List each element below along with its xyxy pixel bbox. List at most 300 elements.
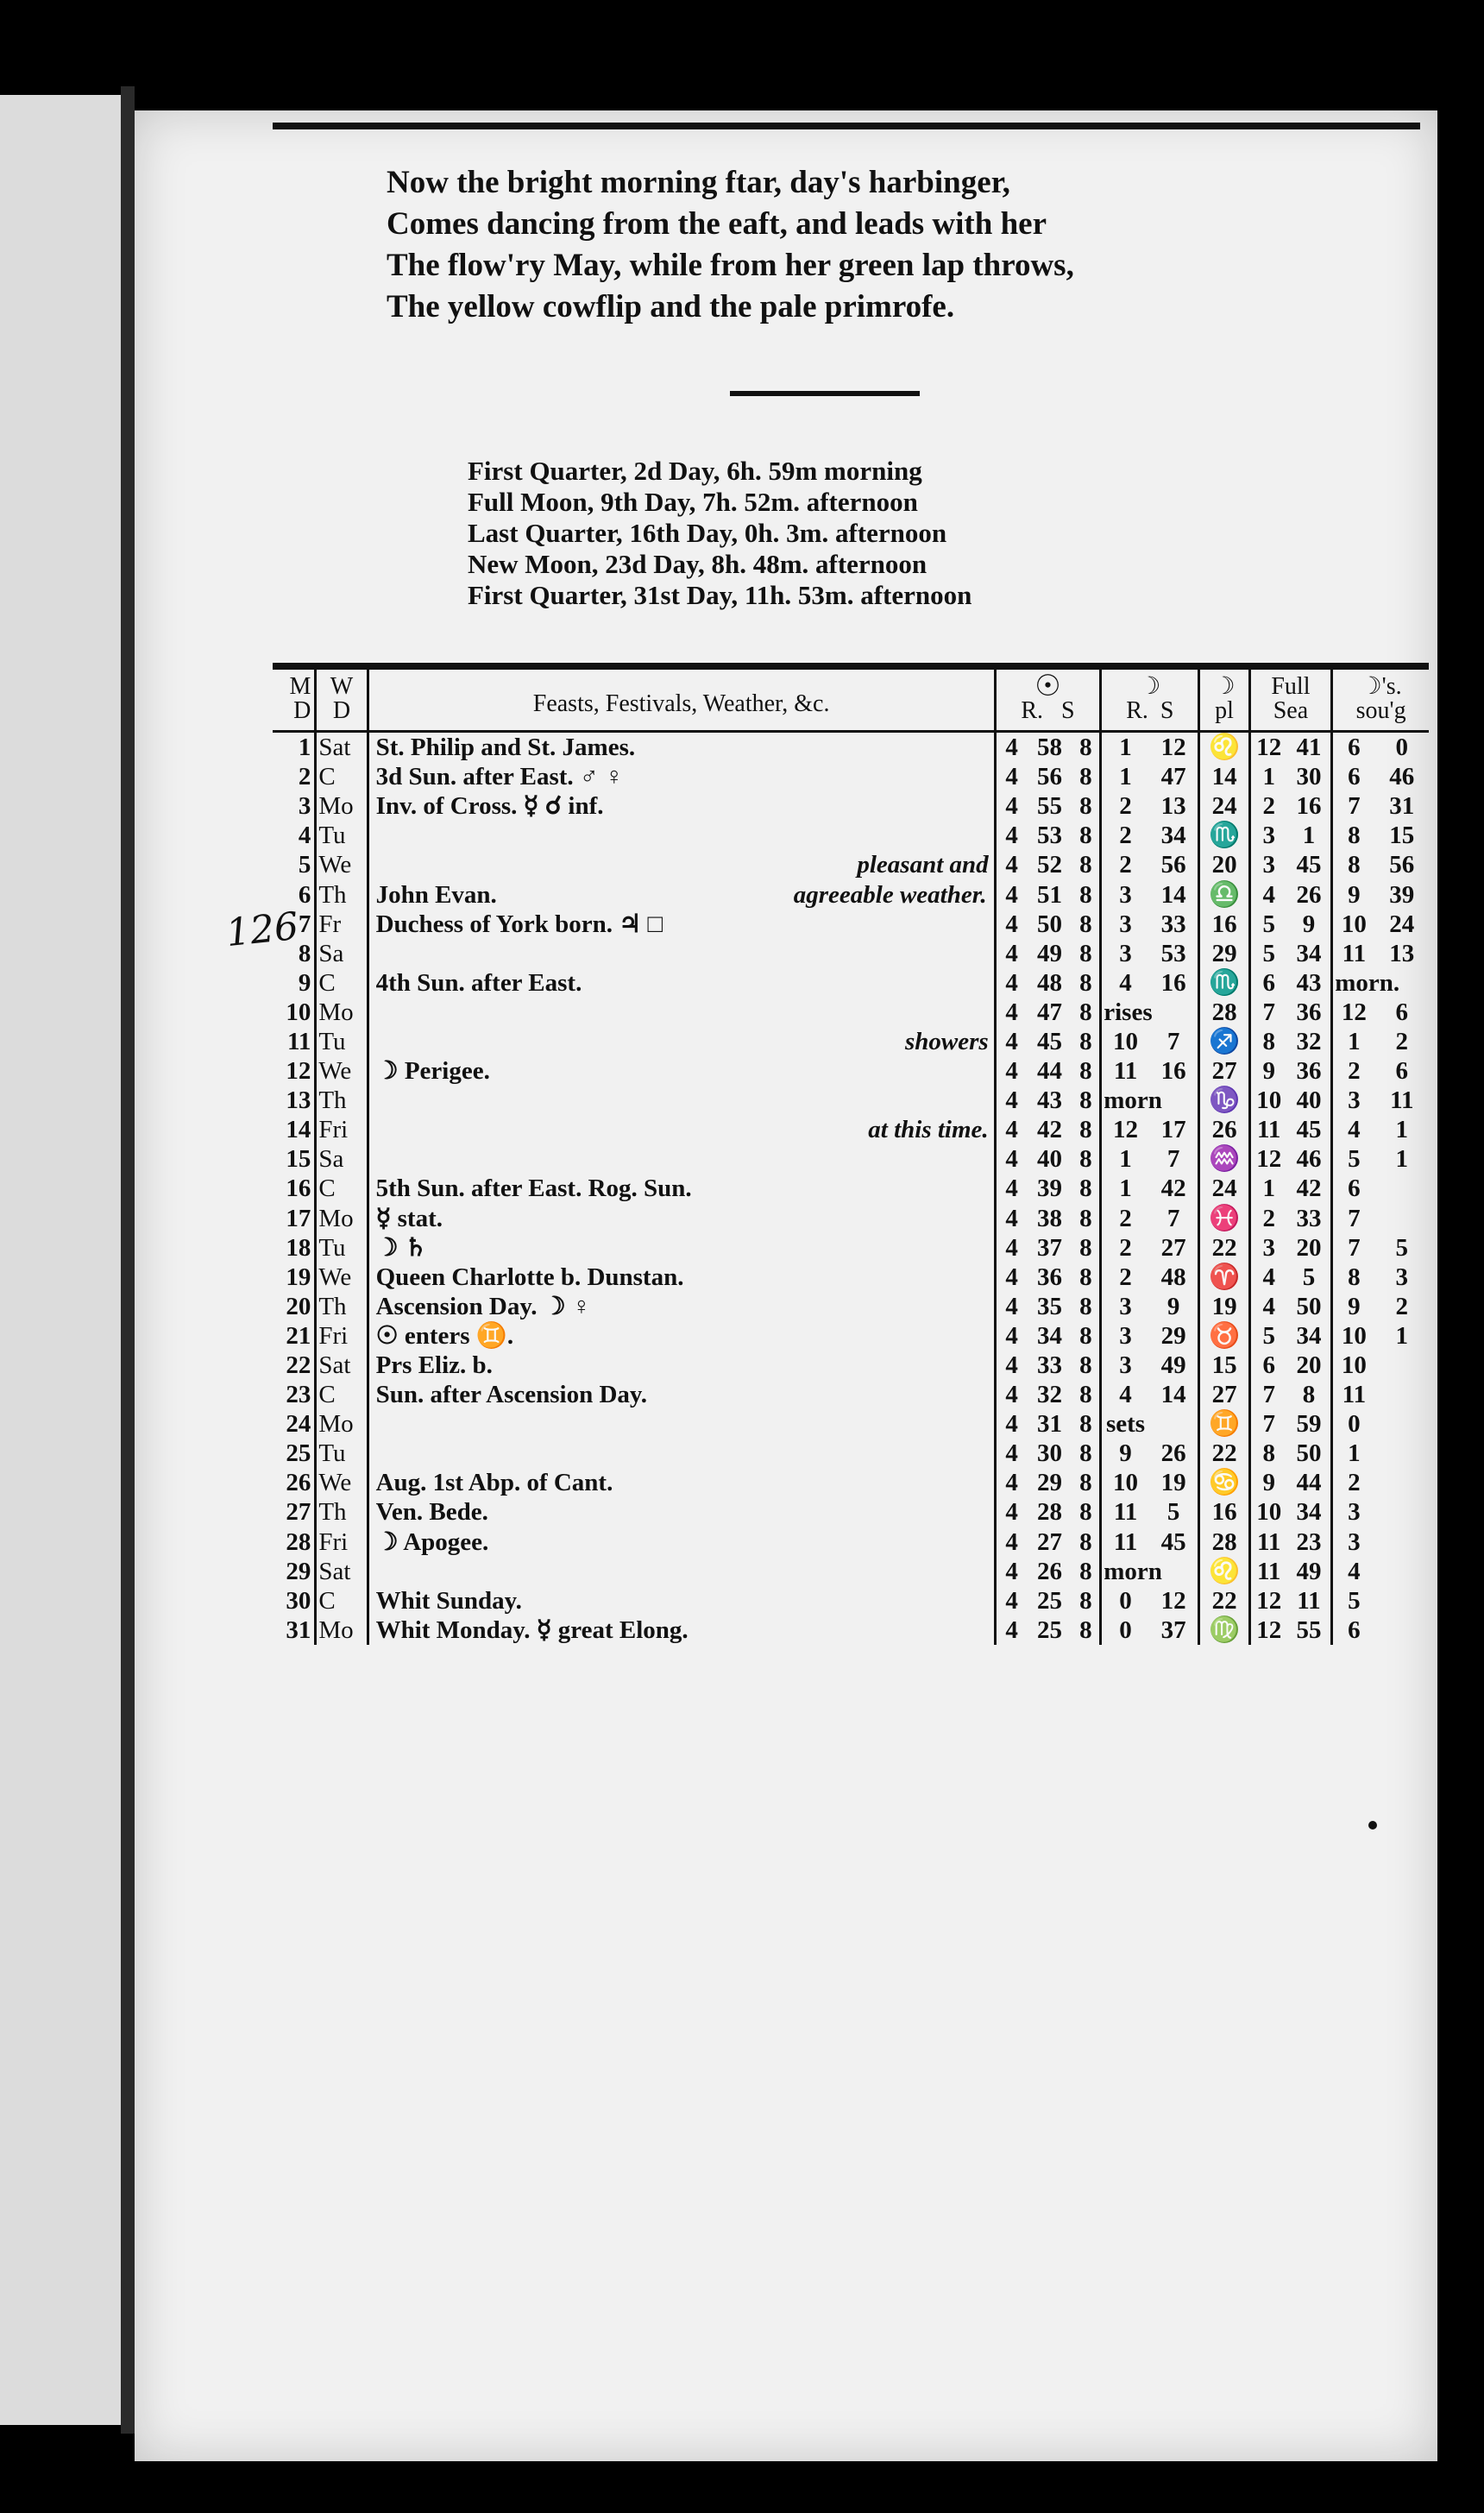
table-row — [273, 939, 1429, 968]
moon-south-hour: 6 — [1332, 732, 1375, 763]
full-sea-hour: 11 — [1249, 1527, 1287, 1557]
day-of-week: Mo — [316, 1204, 368, 1233]
moon-south-hour: 6 — [1332, 1174, 1375, 1203]
moon-place: 27 — [1199, 1380, 1249, 1409]
table-row — [273, 1351, 1429, 1380]
full-sea-hour: 7 — [1249, 998, 1287, 1027]
moon-rise-min: 53 — [1160, 939, 1186, 967]
moon-place: ♌ — [1199, 1557, 1249, 1586]
sun-rise-min: 25 — [1037, 1586, 1062, 1615]
sun-rise-min: 43 — [1037, 1086, 1062, 1115]
sun-rise-min: 36 — [1037, 1263, 1062, 1291]
day-of-month: 22 — [273, 1351, 316, 1380]
moon-south-min: 5 — [1395, 1233, 1409, 1262]
sun-set-hour: 8 — [1079, 1292, 1092, 1320]
moon-south-min — [1375, 1527, 1429, 1557]
day-of-week: Sat — [316, 1557, 368, 1586]
moon-icon: ☽ — [1139, 673, 1161, 700]
sun-rise-min: 39 — [1037, 1175, 1062, 1203]
header-moon-rise: R. — [1126, 697, 1148, 724]
feast-entry — [368, 998, 995, 1027]
phase-line: Full Moon, 9th Day, 7h. 52m. afternoon — [468, 487, 918, 517]
moon-south-hour: 2 — [1332, 1468, 1375, 1497]
full-sea-min: 50 — [1296, 1439, 1322, 1468]
full-sea-min: 50 — [1296, 1292, 1322, 1320]
header-full-sea: Full Sea — [1249, 670, 1332, 732]
moon-rise-hour: 4 — [1101, 1380, 1149, 1409]
sun-rise-hour: 4 — [995, 1321, 1027, 1351]
moon-rise-hour: 0 — [1101, 1616, 1149, 1645]
day-of-week: Tu — [316, 1027, 368, 1056]
moon-rise-hour: 2 — [1101, 821, 1149, 850]
feast-entry: Queen Charlotte b. Dunstan. — [375, 1263, 684, 1291]
moon-south-min — [1375, 1557, 1429, 1586]
moon-south-min: 6 — [1395, 1057, 1409, 1086]
sun-rise-min: 52 — [1037, 851, 1062, 879]
sun-set-hour: 8 — [1079, 1175, 1092, 1203]
full-sea-min: 55 — [1296, 1616, 1322, 1644]
sun-rise-hour: 4 — [995, 1616, 1027, 1645]
feast-entry: ☽ Apogee. — [375, 1527, 489, 1556]
moon-south-min: 1 — [1395, 1116, 1409, 1144]
moon-south-hour: morn. — [1332, 968, 1375, 998]
sun-set-hour: 8 — [1079, 939, 1092, 967]
full-sea-min: 43 — [1296, 968, 1322, 997]
day-of-week: Tu — [316, 1233, 368, 1263]
table-header-row — [273, 670, 1429, 732]
sun-set-hour: 8 — [1079, 1586, 1092, 1615]
day-of-month: 28 — [273, 1527, 316, 1557]
moon-rise-hour: 3 — [1101, 910, 1149, 939]
phase-line: First Quarter, 31st Day, 11h. 53m. afternoon — [468, 580, 972, 610]
moon-rise-hour: 9 — [1101, 1439, 1149, 1468]
moon-south-min: 3 — [1395, 1263, 1409, 1291]
feast-entry: ☉ enters ♊. — [375, 1321, 514, 1350]
sun-set-hour: 8 — [1079, 1145, 1092, 1174]
sun-rise-min: 33 — [1037, 1351, 1062, 1380]
day-of-month: 18 — [273, 1233, 316, 1263]
sun-set-hour: 8 — [1079, 1616, 1092, 1644]
feast-entry — [368, 821, 995, 850]
moon-rise-min: 17 — [1160, 1116, 1186, 1144]
sun-rise-hour: 4 — [995, 1263, 1027, 1292]
feast-entry: Sun. after Ascension Day. — [375, 1381, 648, 1409]
full-sea-min: 30 — [1296, 763, 1322, 791]
moon-place: 22 — [1199, 1586, 1249, 1616]
feast-entry: St. Philip and St. James. — [375, 734, 636, 762]
table-row — [273, 1468, 1429, 1497]
book-gutter — [121, 86, 135, 2434]
moon-rise-min: 33 — [1160, 910, 1186, 938]
sun-set-hour: 8 — [1079, 1116, 1092, 1144]
header-moon — [1101, 670, 1199, 732]
moon-place: 24 — [1199, 791, 1249, 821]
moon-rise-hour: 3 — [1101, 1292, 1149, 1321]
sun-set-hour: 8 — [1079, 1027, 1092, 1055]
feast-entry: at this time. — [868, 1116, 989, 1144]
moon-rise-hour: 2 — [1101, 1263, 1149, 1292]
feast-entry: Prs Eliz. b. — [375, 1351, 493, 1380]
sun-rise-min: 35 — [1037, 1292, 1062, 1320]
moon-south-min: 2 — [1395, 1027, 1409, 1055]
poem-line: Comes dancing from the eaft, and leads with her — [387, 206, 1047, 242]
sun-rise-hour: 4 — [995, 1056, 1027, 1086]
day-of-week: C — [316, 968, 368, 998]
sun-rise-min: 30 — [1037, 1439, 1062, 1468]
full-sea-min: 59 — [1296, 1410, 1322, 1439]
moon-place: 28 — [1199, 998, 1249, 1027]
full-sea-hour: 12 — [1249, 732, 1287, 763]
full-sea-hour: 8 — [1249, 1027, 1287, 1056]
weather-note: agreeable weather. — [793, 880, 987, 909]
moon-place: ♏ — [1199, 821, 1249, 850]
feast-entry: pleasant and — [857, 851, 989, 879]
sun-rise-hour: 4 — [995, 821, 1027, 850]
end-mark — [1368, 1821, 1377, 1830]
full-sea-min: 41 — [1296, 734, 1322, 762]
moon-place: ♊ — [1199, 1409, 1249, 1439]
moon-south-hour: 9 — [1332, 1292, 1375, 1321]
day-of-week: Th — [316, 1497, 368, 1527]
header-feasts: Feasts, Festivals, Weather, &c. — [368, 670, 995, 732]
sun-set-hour: 8 — [1079, 1439, 1092, 1468]
full-sea-hour: 10 — [1249, 1086, 1287, 1115]
moon-south-hour: 4 — [1332, 1115, 1375, 1144]
moon-rise-hour: 4 — [1101, 968, 1149, 998]
sun-set-hour: 8 — [1079, 1263, 1092, 1291]
moon-rise-min: 9 — [1166, 1292, 1180, 1320]
moon-south-min — [1375, 1497, 1429, 1527]
table-row — [273, 791, 1429, 821]
table-row — [273, 879, 1429, 909]
sun-set-hour: 8 — [1079, 998, 1092, 1026]
full-sea-min: 16 — [1296, 792, 1322, 821]
feast-entry — [368, 1439, 995, 1468]
day-of-month: 6 — [273, 879, 316, 909]
moon-south-hour: 8 — [1332, 1263, 1375, 1292]
sun-rise-min: 56 — [1037, 763, 1062, 791]
calendar-table-wrap — [273, 663, 1429, 1645]
moon-south-min — [1375, 1616, 1429, 1645]
moon-rise-min: 7 — [1166, 1204, 1180, 1232]
header-week-day: W D — [316, 670, 368, 732]
sun-rise-hour: 4 — [995, 1557, 1027, 1586]
full-sea-min: 45 — [1296, 1116, 1322, 1144]
moon-place: 28 — [1199, 1527, 1249, 1557]
sun-rise-min: 48 — [1037, 968, 1062, 997]
day-of-week: Sat — [316, 1351, 368, 1380]
day-of-week: We — [316, 850, 368, 879]
sun-rise-min: 58 — [1037, 734, 1062, 762]
moon-south-min — [1375, 1586, 1429, 1616]
sun-rise-min: 44 — [1037, 1057, 1062, 1086]
moon-rise-hour: 1 — [1101, 732, 1149, 763]
full-sea-hour: 1 — [1249, 1174, 1287, 1203]
feast-entry: Whit Monday. ☿ great Elong. — [375, 1616, 689, 1644]
moon-rise-hour: 1 — [1101, 1174, 1149, 1203]
feast-entry: Ven. Bede. — [375, 1498, 488, 1527]
sun-rise-hour: 4 — [995, 1233, 1027, 1263]
moon-rise-min: 5 — [1166, 1498, 1180, 1527]
day-of-week: Fri — [316, 1115, 368, 1144]
moon-south-hour: 6 — [1332, 762, 1375, 791]
calendar-table — [273, 670, 1429, 1645]
moon-rise-min: 12 — [1160, 1586, 1186, 1615]
day-of-week: We — [316, 1056, 368, 1086]
moon-south-hour: 3 — [1332, 1527, 1375, 1557]
moon-place: ♓ — [1199, 1204, 1249, 1233]
feast-entry: ☽ Perigee. — [375, 1057, 490, 1086]
moon-rise-min: 49 — [1160, 1351, 1186, 1380]
feast-entry: 4th Sun. after East. — [375, 968, 582, 997]
moon-south-min: 15 — [1389, 822, 1415, 850]
day-of-month: 14 — [273, 1115, 316, 1144]
full-sea-min: 32 — [1296, 1027, 1322, 1055]
moon-place: ♑ — [1199, 1086, 1249, 1115]
day-of-month: 4 — [273, 821, 316, 850]
day-of-week: C — [316, 1380, 368, 1409]
moon-rise-hour: sets — [1101, 1409, 1149, 1439]
full-sea-hour: 4 — [1249, 1263, 1287, 1292]
full-sea-min: 8 — [1302, 1381, 1316, 1409]
moon-rise-hour: 2 — [1101, 791, 1149, 821]
phase-line: First Quarter, 2d Day, 6h. 59m morning — [468, 456, 922, 486]
sun-rise-min: 40 — [1037, 1145, 1062, 1174]
day-of-month: 10 — [273, 998, 316, 1027]
moon-rise-hour: 10 — [1101, 1468, 1149, 1497]
moon-rise-hour: 11 — [1101, 1497, 1149, 1527]
full-sea-min: 9 — [1302, 910, 1316, 938]
facing-page-edge — [0, 95, 129, 2425]
sun-rise-min: 34 — [1037, 1321, 1062, 1350]
day-of-month: 21 — [273, 1321, 316, 1351]
moon-south-min: 1 — [1395, 1321, 1409, 1350]
moon-south-min — [1375, 1468, 1429, 1497]
sun-rise-hour: 4 — [995, 732, 1027, 763]
day-of-week: Sa — [316, 939, 368, 968]
day-of-week: Mo — [316, 998, 368, 1027]
moon-place: 22 — [1199, 1233, 1249, 1263]
moon-place: ♐ — [1199, 1027, 1249, 1056]
day-of-month: 8 — [273, 939, 316, 968]
sun-set-hour: 8 — [1079, 1381, 1092, 1409]
full-sea-hour: 1 — [1249, 762, 1287, 791]
sun-rise-min: 27 — [1037, 1527, 1062, 1556]
sun-rise-min: 29 — [1037, 1469, 1062, 1497]
moon-place: 24 — [1199, 1174, 1249, 1203]
moon-south-min — [1375, 1439, 1429, 1468]
day-of-month: 9 — [273, 968, 316, 998]
moon-place: 29 — [1199, 939, 1249, 968]
moon-place: 15 — [1199, 1351, 1249, 1380]
moon-south-min: 46 — [1389, 763, 1415, 791]
full-sea-hour: 11 — [1249, 1557, 1287, 1586]
sun-rise-hour: 4 — [995, 1497, 1027, 1527]
sun-set-hour: 8 — [1079, 792, 1092, 821]
poem — [387, 162, 1074, 328]
moon-place: 16 — [1199, 910, 1249, 939]
moon-place: 14 — [1199, 762, 1249, 791]
table-row — [273, 1056, 1429, 1086]
full-sea-hour: 5 — [1249, 910, 1287, 939]
table-row — [273, 1292, 1429, 1321]
moon-south-min: 39 — [1389, 880, 1415, 909]
feast-entry — [368, 1557, 995, 1586]
day-of-month: 7 — [273, 910, 316, 939]
feast-entry: showers — [904, 1027, 989, 1055]
full-sea-min: 26 — [1296, 880, 1322, 909]
sun-set-hour: 8 — [1079, 1351, 1092, 1380]
sun-rise-min: 47 — [1037, 998, 1062, 1026]
sun-rise-min: 50 — [1037, 910, 1062, 938]
moon-place: 22 — [1199, 1439, 1249, 1468]
day-of-month: 3 — [273, 791, 316, 821]
day-of-month: 26 — [273, 1468, 316, 1497]
poem-line: The yellow cowflip and the pale primrofe. — [387, 289, 955, 324]
day-of-month: 25 — [273, 1439, 316, 1468]
day-of-week: Mo — [316, 1409, 368, 1439]
moon-rise-min: 27 — [1160, 1233, 1186, 1262]
full-sea-min: 49 — [1296, 1557, 1322, 1585]
moon-south-hour: 8 — [1332, 850, 1375, 879]
sun-rise-hour: 4 — [995, 1027, 1027, 1056]
moon-south-hour: 1 — [1332, 1027, 1375, 1056]
table-row — [273, 910, 1429, 939]
feast-text: John Evan. — [375, 880, 497, 909]
day-of-week: Th — [316, 1292, 368, 1321]
sun-set-hour: 8 — [1079, 822, 1092, 850]
moon-rise-min: 16 — [1160, 968, 1186, 997]
day-of-month: 17 — [273, 1204, 316, 1233]
moon-south-hour: 12 — [1332, 998, 1375, 1027]
feast-entry: ☽ ♄ — [375, 1233, 427, 1262]
sun-rise-hour: 4 — [995, 791, 1027, 821]
full-sea-min: 34 — [1296, 1498, 1322, 1527]
moon-rise-hour: 11 — [1101, 1527, 1149, 1557]
day-of-week: Mo — [316, 1616, 368, 1645]
sun-rise-min: 38 — [1037, 1204, 1062, 1232]
sun-set-hour: 8 — [1079, 880, 1092, 909]
moon-south-hour: 6 — [1332, 1616, 1375, 1645]
sun-set-hour: 8 — [1079, 1527, 1092, 1556]
sun-rise-hour: 4 — [995, 910, 1027, 939]
table-row — [273, 1115, 1429, 1144]
separator-rule — [730, 391, 920, 396]
table-top-rule — [273, 663, 1429, 670]
full-sea-min: 42 — [1296, 1175, 1322, 1203]
moon-south-min: 13 — [1389, 939, 1415, 967]
day-of-week: C — [316, 762, 368, 791]
header-month-day: M D — [273, 670, 316, 732]
sun-rise-hour: 4 — [995, 879, 1027, 909]
moon-south-min: 2 — [1395, 1292, 1409, 1320]
day-of-week: Tu — [316, 821, 368, 850]
full-sea-hour: 4 — [1249, 1292, 1287, 1321]
poem-line: Now the bright morning ftar, day's harbinger, — [387, 165, 1010, 200]
full-sea-hour: 6 — [1249, 968, 1287, 998]
day-of-month: 16 — [273, 1174, 316, 1203]
table-row — [273, 1204, 1429, 1233]
moon-rise-hour: rises — [1101, 998, 1149, 1027]
full-sea-min: 45 — [1296, 851, 1322, 879]
sun-set-hour: 8 — [1079, 1057, 1092, 1086]
table-row — [273, 1233, 1429, 1263]
day-of-week: C — [316, 1586, 368, 1616]
sun-rise-hour: 4 — [995, 850, 1027, 879]
full-sea-min: 5 — [1302, 1263, 1316, 1291]
moon-south-hour: 7 — [1332, 1204, 1375, 1233]
feast-entry: Whit Sunday. — [375, 1586, 522, 1615]
full-sea-hour: 5 — [1249, 1321, 1287, 1351]
day-of-month: 15 — [273, 1144, 316, 1174]
moon-south-hour: 5 — [1332, 1144, 1375, 1174]
moon-rise-min: 16 — [1160, 1057, 1186, 1086]
table-row — [273, 998, 1429, 1027]
moon-place: 26 — [1199, 1115, 1249, 1144]
moon-rise-hour: 10 — [1101, 1027, 1149, 1056]
moon-rise-min: 29 — [1160, 1321, 1186, 1350]
sun-set-hour: 8 — [1079, 1557, 1092, 1585]
sun-rise-hour: 4 — [995, 939, 1027, 968]
moon-rise-hour: 3 — [1101, 1321, 1149, 1351]
sun-set-hour: 8 — [1079, 734, 1092, 762]
moon-rise-min: 12 — [1160, 734, 1186, 762]
moon-south-hour: 10 — [1332, 1321, 1375, 1351]
sun-rise-hour: 4 — [995, 1468, 1027, 1497]
moon-rise-min — [1149, 998, 1199, 1027]
table-row — [273, 762, 1429, 791]
top-rule — [273, 123, 1420, 129]
poem-line: The flow'ry May, while from her green lap throws, — [387, 248, 1074, 283]
moon-south-hour: 8 — [1332, 821, 1375, 850]
moon-rise-min: 7 — [1166, 1145, 1180, 1174]
day-of-week: We — [316, 1468, 368, 1497]
day-of-month: 29 — [273, 1557, 316, 1586]
moon-rise-hour: 12 — [1101, 1115, 1149, 1144]
moon-place: ♏ — [1199, 968, 1249, 998]
full-sea-min: 34 — [1296, 939, 1322, 967]
full-sea-hour: 4 — [1249, 879, 1287, 909]
sun-rise-min: 31 — [1037, 1410, 1062, 1439]
moon-south-min: 0 — [1395, 734, 1409, 762]
header-sun-set: S — [1061, 697, 1075, 724]
sun-set-hour: 8 — [1079, 1469, 1092, 1497]
table-row — [273, 1174, 1429, 1203]
moon-place: ♌ — [1199, 732, 1249, 763]
day-of-week: Fri — [316, 1527, 368, 1557]
sun-rise-hour: 4 — [995, 1380, 1027, 1409]
moon-south-hour: 7 — [1332, 791, 1375, 821]
moon-place: 16 — [1199, 1497, 1249, 1527]
moon-rise-hour: 1 — [1101, 1144, 1149, 1174]
full-sea-hour: 9 — [1249, 1056, 1287, 1086]
moon-south-min — [1375, 1351, 1429, 1380]
feast-entry — [368, 1086, 995, 1115]
moon-place: ♋ — [1199, 1468, 1249, 1497]
sun-rise-hour: 4 — [995, 998, 1027, 1027]
sun-set-hour: 8 — [1079, 968, 1092, 997]
moon-south-min: 1 — [1395, 1145, 1409, 1174]
handwritten-margin-note: 126 — [223, 904, 301, 956]
full-sea-hour: 12 — [1249, 1144, 1287, 1174]
full-sea-hour: 7 — [1249, 1380, 1287, 1409]
full-sea-hour: 9 — [1249, 1468, 1287, 1497]
day-of-month: 30 — [273, 1586, 316, 1616]
moon-rise-min: 47 — [1160, 763, 1186, 791]
moon-south-min — [1375, 1174, 1429, 1203]
sun-rise-hour: 4 — [995, 1204, 1027, 1233]
table-row — [273, 732, 1429, 763]
